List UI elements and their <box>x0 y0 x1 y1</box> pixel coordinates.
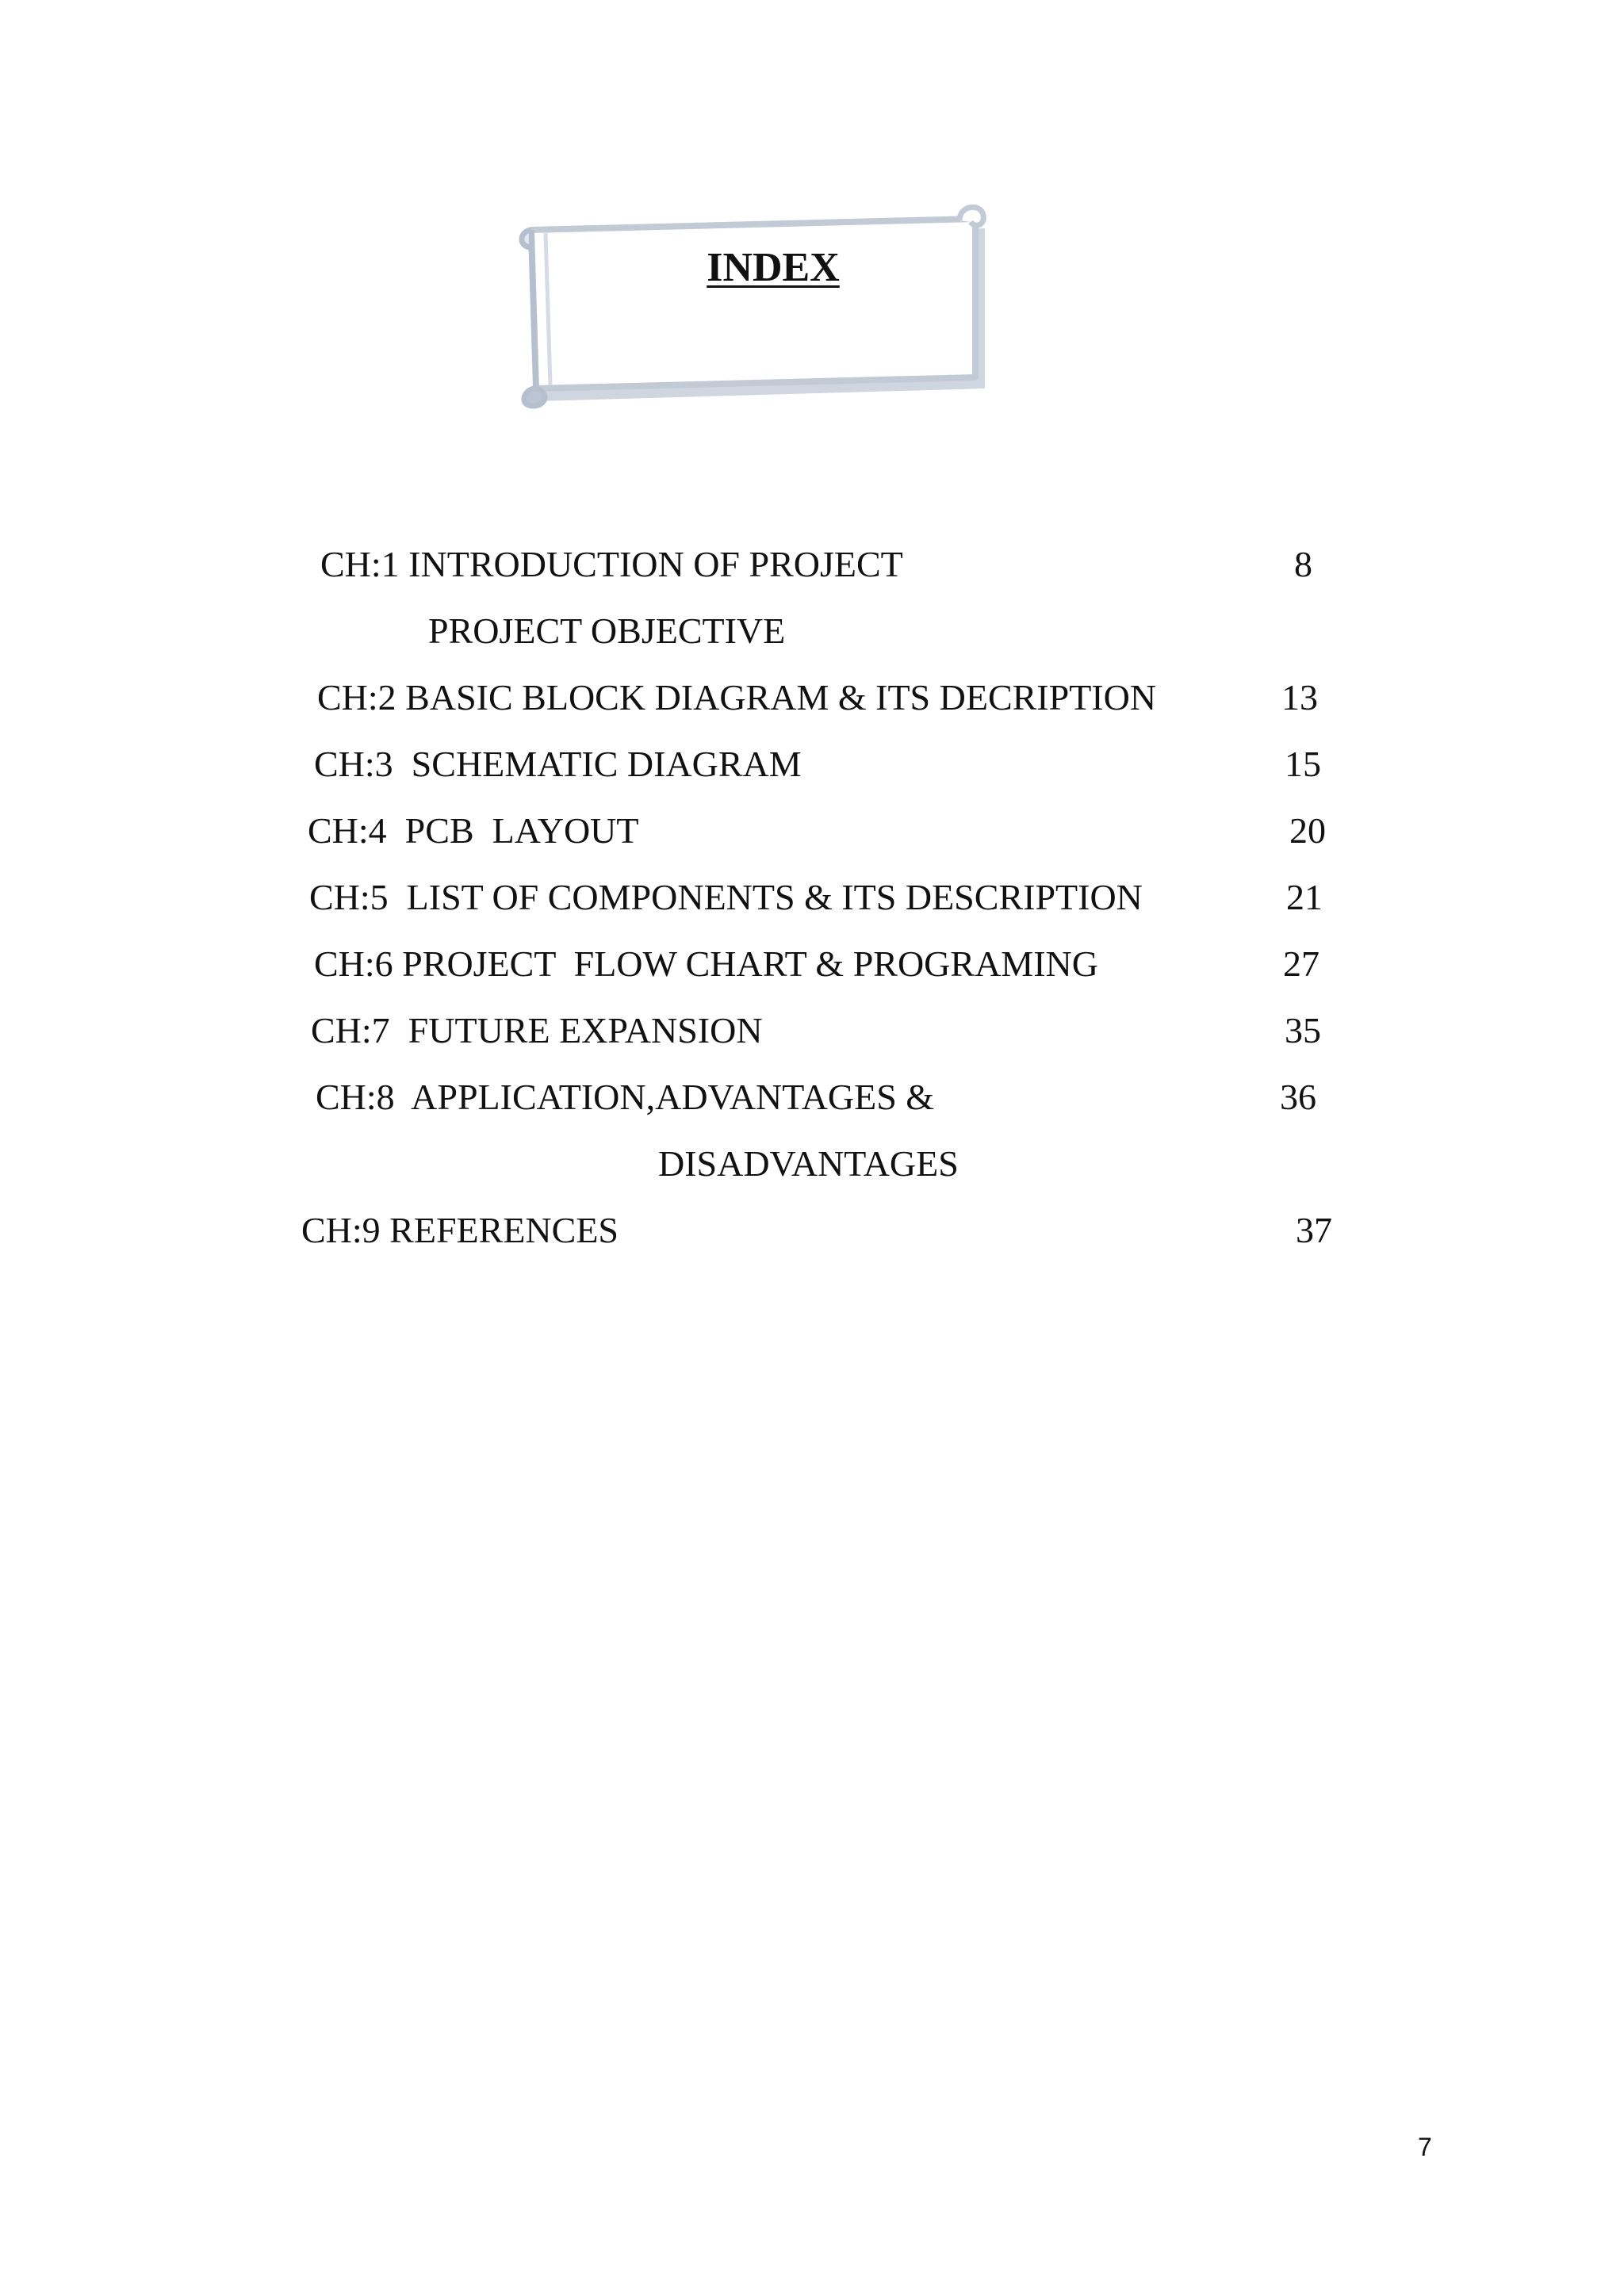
toc-entry-page: 27 <box>1283 943 1320 984</box>
toc-entry-label: CH:8 APPLICATION,ADVANTAGES & <box>316 1077 935 1117</box>
scroll-shape <box>508 198 999 420</box>
toc-entry-label: CH:3 SCHEMATIC DIAGRAM <box>314 744 802 784</box>
toc-entry-page: 15 <box>1285 744 1321 784</box>
index-title: INDEX <box>707 245 840 290</box>
index-scroll-banner <box>508 198 999 420</box>
toc-entry-label: CH:9 REFERENCES <box>301 1210 619 1250</box>
toc-entry-label: CH:6 PROJECT FLOW CHART & PROGRAMING <box>314 943 1098 984</box>
toc-entry-page: 8 <box>1294 544 1312 584</box>
toc-entry-label: PROJECT OBJECTIVE <box>428 610 786 651</box>
toc-entry-page: 36 <box>1280 1077 1316 1117</box>
toc-entry-page: 13 <box>1281 677 1318 718</box>
toc-entry-label: CH:2 BASIC BLOCK DIAGRAM & ITS DECRIPTION <box>317 677 1157 718</box>
toc-entry-label: CH:1 INTRODUCTION OF PROJECT <box>320 544 903 584</box>
toc-entry-label: CH:4 PCB LAYOUT <box>308 810 639 851</box>
toc-entry-label: CH:5 LIST OF COMPONENTS & ITS DESCRIPTION <box>309 877 1143 917</box>
toc-entry-label: CH:7 FUTURE EXPANSION <box>311 1010 763 1050</box>
toc-entry-page: 37 <box>1296 1210 1332 1250</box>
toc-entry-page: 21 <box>1286 877 1323 917</box>
toc-entry-page: 20 <box>1289 810 1326 851</box>
page-number: 7 <box>1418 2133 1432 2161</box>
toc-entry-page: 35 <box>1285 1010 1321 1050</box>
toc-entry-label: DISADVANTAGES <box>658 1143 959 1184</box>
